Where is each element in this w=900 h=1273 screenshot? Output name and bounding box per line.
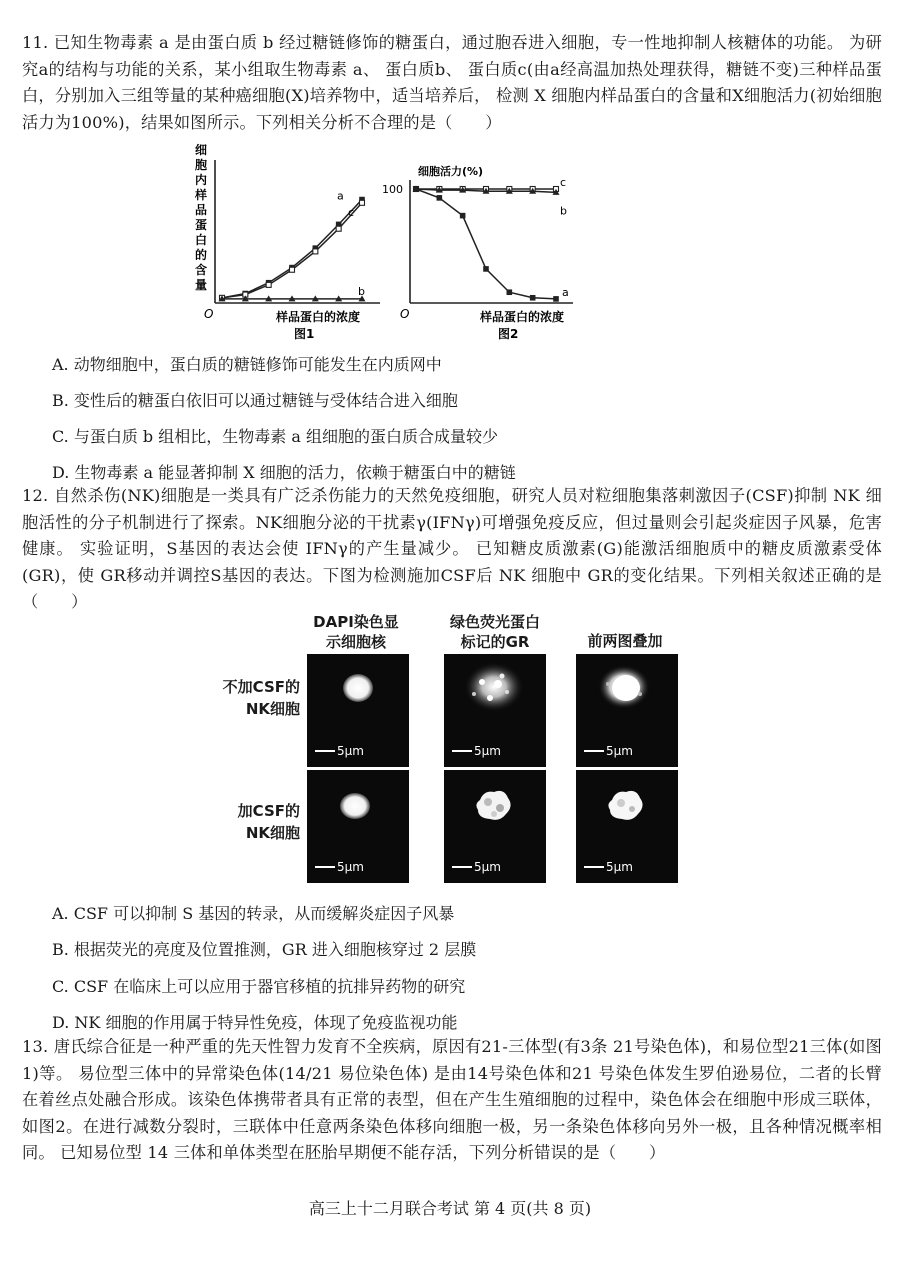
scale-bar	[315, 744, 364, 758]
scale-bar	[452, 744, 501, 758]
micro-col-title-line: 标记的GR	[460, 633, 530, 651]
scale-bar-label: 5μm	[474, 744, 501, 758]
micrograph-overlay-csf	[576, 770, 678, 883]
fig1-series-line-c	[222, 203, 362, 298]
q12-option-c: C. CSF 在临床上可以应用于器官移植的抗排异药物的研究	[52, 977, 466, 996]
fig2-y-axis-label: 细胞活力(%)	[418, 165, 484, 178]
fig1-y-label-char: 胞	[195, 158, 208, 172]
micro-col-title-gr	[420, 612, 570, 652]
fig2-series-label-b: b	[560, 204, 567, 218]
fig1-series-label-a: a	[337, 189, 344, 203]
q11-option-d: D. 生物毒素 a 能显著抑制 X 细胞的活力，依赖于糖蛋白中的糖链	[52, 463, 516, 482]
scale-bar-label: 5μm	[337, 860, 364, 874]
q11-option-b: B. 变性后的糖蛋白依旧可以通过糖链与受体结合进入细胞	[52, 391, 458, 410]
scale-bar	[452, 860, 501, 874]
q12-option-a: A. CSF 可以抑制 S 基因的转录，从而缓解炎症因子风暴	[52, 904, 455, 923]
fig2-x-axis-label: 样品蛋白的浓度	[480, 310, 565, 324]
fig2-series-label-c: c	[560, 176, 567, 189]
figure-2	[378, 140, 578, 345]
fig2-point-a	[437, 195, 443, 201]
fig1-point-c	[360, 200, 365, 205]
q11-stem: 11. 已知生物毒素 a 是由蛋白质 b 经过糖链修饰的糖蛋白，通过胞吞进入细胞，专一性地抑制人核糖体的功能。 为研究a的结构与功能的关系，某小组取生物毒素 a、 蛋白质b、 蛋白质c(由a经高温加热处理获得，糖链不变)三种样品蛋白，分别加入三组等量的某种癌细胞(X)培养物中，适当培养后， 检测 X 细胞内样品蛋白的含量和X细胞活力(初始细胞活力为100%)，结果如图所示。下列相关分析不合理的是（ ）	[22, 33, 882, 132]
fig1-point-c	[313, 249, 318, 254]
fig1-point-c	[266, 282, 271, 287]
fig2-point-a	[553, 296, 559, 302]
fig1-point-c	[336, 226, 341, 231]
q12-option-b: B. 根据荧光的亮度及位置推测，GR 进入细胞核穿过 2 层膜	[52, 940, 477, 959]
micro-col-title-line: 示细胞核	[325, 633, 386, 651]
scale-bar-label: 5μm	[337, 744, 364, 758]
fig1-y-label-char: 白	[195, 233, 208, 247]
micro-col-title-dapi	[281, 612, 431, 652]
micrograph-gr-no-csf	[444, 654, 546, 767]
q12-stem: 12. 自然杀伤(NK)细胞是一类具有广泛杀伤能力的天然免疫细胞，研究人员对粒细胞集落刺激因子(CSF)抑制 NK 细胞活性的分子机制进行了探索。NK细胞分泌的干扰素γ(IFNγ)可增强免疫反应，但过量则会引起炎症因子风暴，危害健康。 实验证明，S基因的表达会使 IFNγ的产生量减少。 已知糖皮质激素(G)能激活细胞质中的糖皮质激素受体(GR)，使 GR移动并调控S基因的表达。下图为检测施加CSF后 NK 细胞中 GR的变化结果。下列相关叙述正确的是（ ）	[22, 486, 882, 611]
q12-option-d: D. NK 细胞的作用属于特异性免疫，体现了免疫监视功能	[52, 1013, 458, 1032]
fig1-origin: O	[204, 307, 214, 321]
fig1-y-label-char: 含	[195, 263, 208, 277]
fig2-point-a	[460, 213, 466, 219]
scale-bar-label: 5μm	[474, 860, 501, 874]
micro-row-label-csf	[200, 800, 300, 844]
figure-1	[190, 140, 390, 345]
fig1-y-label-char: 样	[195, 188, 208, 202]
micrograph-dapi-csf	[307, 770, 409, 883]
fig1-y-label-char: 的	[195, 248, 208, 262]
micro-col-title-line: 绿色荧光蛋白	[449, 613, 540, 631]
micro-col-title-line: DAPI染色显	[313, 613, 399, 631]
fig1-series-label-b: b	[358, 284, 365, 298]
fig2-point-a	[483, 266, 489, 272]
micrograph-overlay-no-csf	[576, 654, 678, 767]
q13-stem: 13. 唐氏综合征是一种严重的先天性智力发育不全疾病，原因有21-三体型(有3条 21号染色体)，和易位型21三体(如图1)等。 易位型三体中的异常染色体(14/21 易位染色体) 是由14号染色体和21 号染色体发生罗伯逊易位，二者的长臂在着丝点处融合形成。该染色体携带者具有正常的表型，但在产生生殖细胞的过程中，染色体会在细胞中形成三联体，如图2。在进行减数分裂时，三联体中任意两条染色体移向细胞一极，另一条染色体移向另外一极，且各种情况概率相同。 已知易位型 14 三体和单体类型在胚胎早期便不能存活，下列分析错误的是（ ）	[22, 1037, 882, 1162]
fig1-caption: 图1	[294, 327, 315, 341]
micro-row-label-line: 不加CSF的	[222, 678, 300, 696]
scale-bar	[315, 860, 364, 874]
fig1-y-label-char: 品	[195, 203, 208, 217]
fig2-origin: O	[400, 307, 410, 321]
fig1-y-label-char: 细	[195, 143, 208, 157]
scale-bar-label: 5μm	[606, 744, 633, 758]
micrograph-dapi-no-csf	[307, 654, 409, 767]
fig1-y-label-char: 量	[195, 278, 208, 292]
micro-row-label-no-csf	[200, 676, 300, 720]
fig1-y-label-char: 内	[195, 173, 208, 187]
fig1-series-line-a	[222, 200, 362, 298]
micro-row-label-line: NK细胞	[245, 824, 300, 842]
micro-col-title-line: 前两图叠加	[587, 632, 663, 650]
fig1-x-axis-label: 样品蛋白的浓度	[276, 310, 361, 324]
fig2-caption: 图2	[498, 327, 519, 341]
scale-bar	[584, 744, 633, 758]
scale-bar	[584, 860, 633, 874]
fig2-y-tick-100: 100	[382, 183, 403, 196]
fig1-point-c	[290, 267, 295, 272]
fig1-series-label-c: c	[348, 205, 355, 219]
q11-option-a: A. 动物细胞中，蛋白质的糖链修饰可能发生在内质网中	[52, 355, 442, 374]
micro-row-label-line: NK细胞	[245, 700, 300, 718]
q11-option-c: C. 与蛋白质 b 组相比，生物毒素 a 组细胞的蛋白质合成量较少	[52, 427, 498, 446]
fig2-point-a	[413, 186, 419, 192]
fig1-y-axis-label	[194, 142, 207, 292]
fig2-series-label-a: a	[562, 285, 569, 299]
micro-col-title-overlay	[550, 631, 700, 651]
fig2-series-line-a	[416, 189, 556, 299]
scale-bar-label: 5μm	[606, 860, 633, 874]
page-footer: 高三上十二月联合考试 第 4 页(共 8 页)	[308, 1199, 592, 1218]
fig2-point-a	[507, 289, 513, 295]
micro-row-label-line: 加CSF的	[237, 802, 300, 820]
fig1-y-label-char: 蛋	[195, 218, 208, 232]
micrograph-gr-csf	[444, 770, 546, 883]
fig2-point-a	[530, 295, 536, 301]
